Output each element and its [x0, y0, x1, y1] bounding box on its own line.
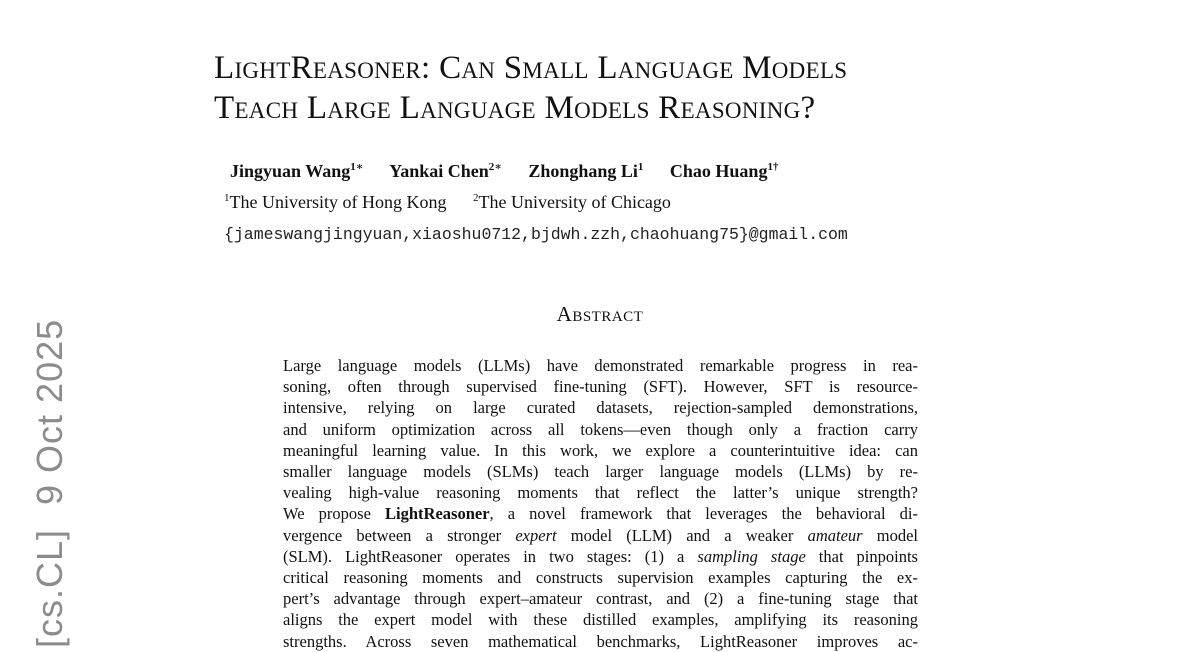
author-name: Chao Huang: [669, 161, 768, 181]
italic-term: sampling stage: [697, 546, 806, 566]
italic-term: amateur: [807, 525, 863, 545]
author-emails: {jameswangjingyuan,xiaoshu0712,bjdwh.zzh,chaohuang75}@gmail.com: [224, 225, 848, 244]
arxiv-date: 9 Oct 2025: [29, 318, 70, 505]
arxiv-category: [cs.CL]: [29, 528, 70, 648]
title-line-2: Teach Large Language Models Reasoning?: [214, 90, 816, 126]
affiliation-name: The University of Hong Kong: [229, 192, 447, 212]
abstract-line: and uniform optimization across all tokens—even though only a fraction carry: [283, 419, 918, 439]
abstract-line: meaningful learning value. In this work, we explore a counterintuitive idea: can: [283, 440, 918, 460]
italic-term: expert: [515, 525, 557, 545]
author-name: Jingyuan Wang: [230, 161, 351, 181]
affiliation-number: 1: [224, 192, 230, 204]
abstract-body: [283, 355, 918, 652]
abstract-heading: Abstract: [556, 302, 644, 326]
abstract-line: (SLM). LightReasoner operates in two stages: (1) a sampling stage that pinpoints: [283, 546, 918, 566]
author: [528, 161, 643, 181]
affiliation-number: 2: [472, 192, 479, 204]
author-marks: 2∗: [488, 161, 502, 173]
abstract-line: strengths. Across seven mathematical benchmarks, LightReasoner improves ac-: [283, 631, 918, 651]
author: [670, 161, 779, 181]
bold-term: LightReasoner: [385, 504, 490, 524]
author-marks: 1†: [767, 161, 779, 173]
author: [389, 161, 502, 181]
author-name: Zhonghang Li: [528, 161, 638, 181]
author-marks: 1∗: [350, 161, 364, 173]
author: [230, 161, 363, 181]
abstract-line: intensive, relying on large curated datasets, rejection-sampled demonstrations,: [283, 398, 918, 418]
affiliation: [224, 192, 446, 212]
abstract-line: soning, often through supervised fine-tuning (SFT). However, SFT is resource-: [283, 377, 918, 397]
abstract-line: We propose LightReasoner, a novel framework that leverages the behavioral di-: [283, 504, 918, 524]
affiliation-name: The University of Chicago: [478, 192, 671, 212]
abstract-line: vergence between a stronger expert model (LLM) and a weaker amateur model: [283, 525, 918, 545]
author-list: [230, 160, 800, 182]
affiliation: [473, 192, 671, 212]
title-line-1: LightReasoner: Can Small Language Models: [214, 50, 848, 86]
abstract-line: vealing high-value reasoning moments that reflect the latter’s unique strength?: [283, 483, 918, 503]
arxiv-stamp: [28, 319, 72, 648]
paper-title: [214, 48, 1114, 128]
author-name: Yankai Chen: [389, 161, 489, 181]
abstract-line: critical reasoning moments and constructs supervision examples capturing the ex-: [283, 568, 918, 588]
abstract-line: Large language models (LLMs) have demonstrated remarkable progress in rea-: [283, 356, 918, 375]
abstract-line: aligns the expert model with these distilled examples, amplifying its reasoning: [283, 610, 918, 630]
abstract-line: smaller language models (SLMs) teach larger language models (LLMs) by re-: [283, 462, 918, 482]
author-marks: 1: [637, 161, 644, 173]
affiliations: [224, 192, 671, 213]
abstract-line: pert’s advantage through expert–amateur contrast, and (2) a fine-tuning stage that: [283, 589, 918, 609]
